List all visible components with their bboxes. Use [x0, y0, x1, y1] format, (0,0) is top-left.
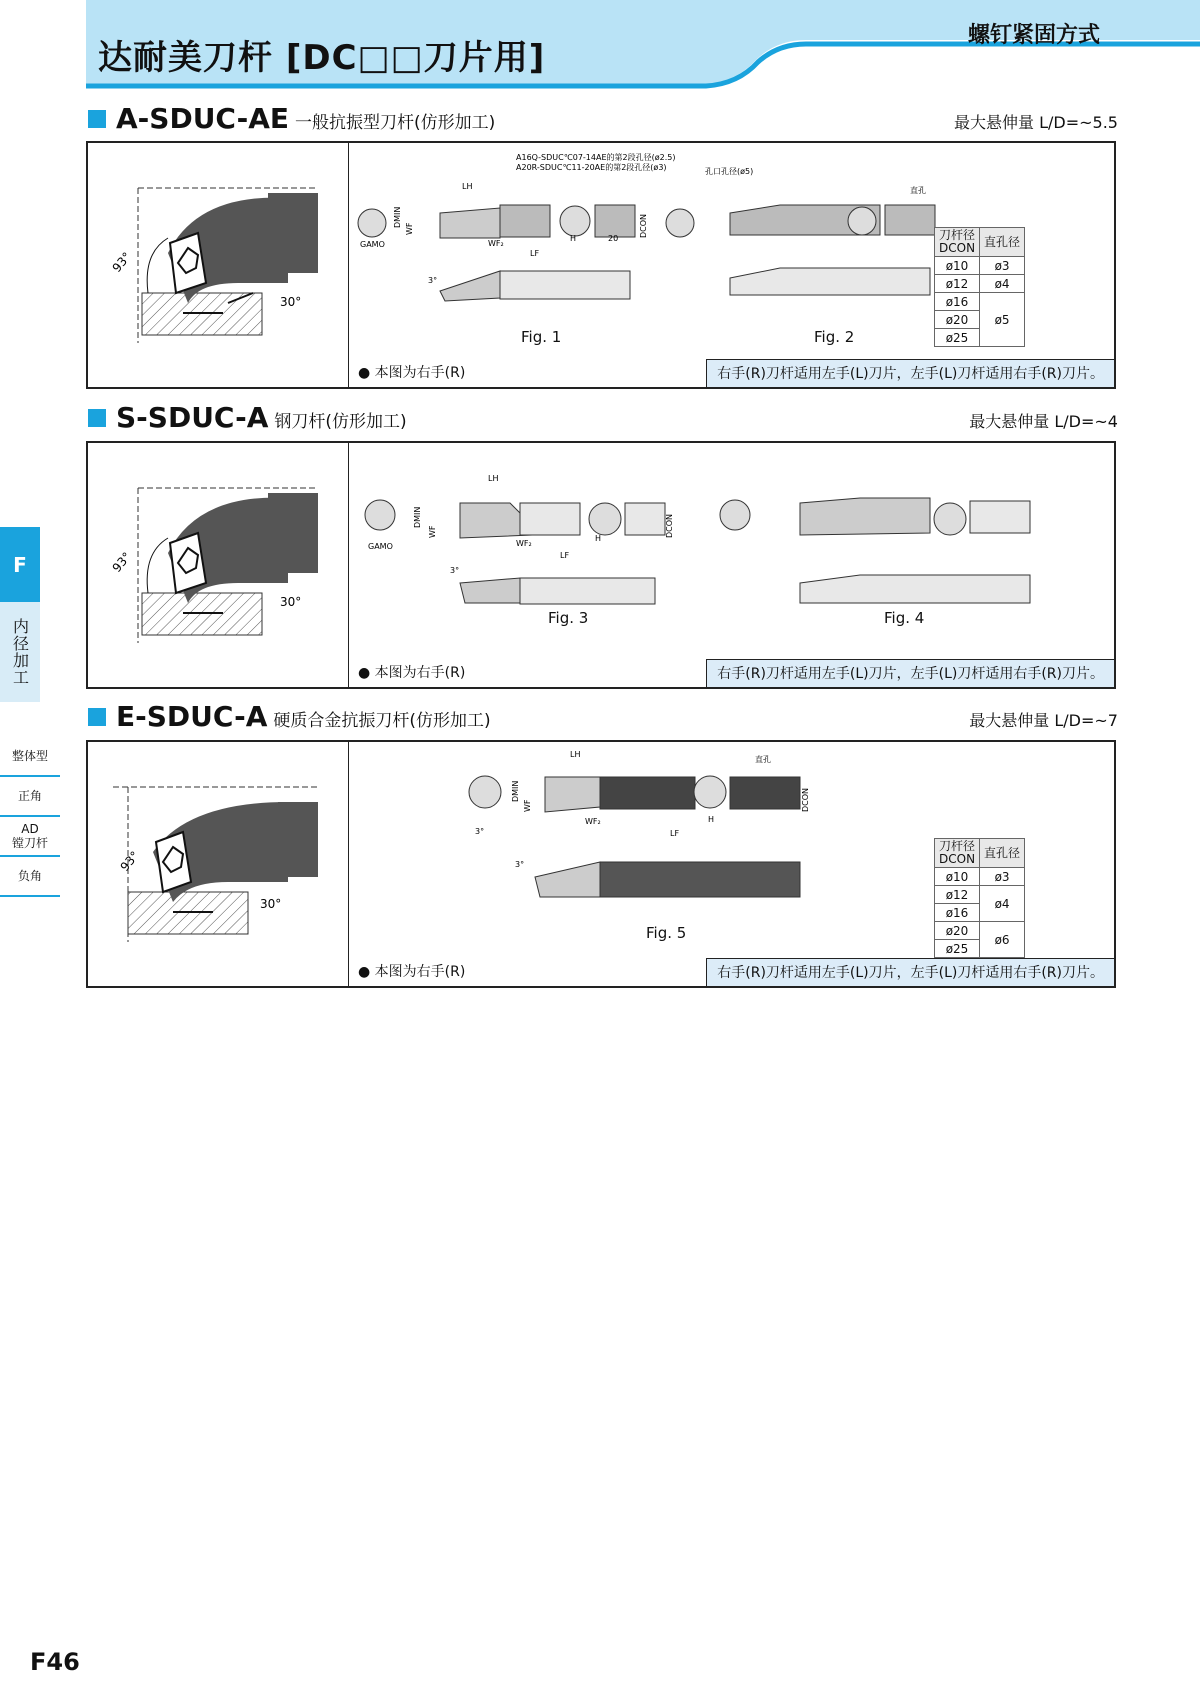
table-cell: ø16 [935, 293, 980, 311]
section-code: S-SDUC-A 钢刀杆(仿形加工) [116, 401, 407, 434]
section-box-e-sduc-a [86, 740, 1116, 988]
hole-diameter-table [934, 227, 1025, 347]
dmin-label: DMIN [413, 506, 422, 528]
table-cell: ø10 [935, 257, 980, 275]
dim-20-label: 20 [608, 234, 619, 243]
dmin-label: DMIN [393, 206, 402, 228]
angle-93-label: 93° [109, 549, 134, 575]
page-title: 达耐美刀杆 [DC□□刀片用] [98, 38, 546, 78]
angle-93-label: 93° [117, 848, 142, 874]
gamo-label: GAMO [360, 240, 385, 249]
table-cell: ø20 [935, 922, 980, 940]
table-cell: ø3 [980, 257, 1025, 275]
note-entry-hole: 孔口孔径(ø5) [705, 167, 754, 176]
hand-compat-banner: 右手(R)刀杆适用左手(L)刀片，左手(L)刀杆适用右手(R)刀片。 [706, 958, 1114, 986]
note-straight-hole: 直孔 [755, 755, 771, 764]
table-cell: ø12 [935, 886, 980, 904]
angle-93-label: 93° [109, 249, 134, 275]
section-header-s-sduc-a [86, 401, 1118, 437]
angle-30-label: 30° [280, 295, 302, 309]
dcon-label: DCON [665, 513, 674, 538]
boring-schematic [88, 443, 348, 687]
angle-3-label: 3° [515, 860, 525, 869]
fig-3-caption: Fig. 3 [548, 609, 589, 627]
hole-diameter-table [934, 838, 1025, 958]
max-overhang: 最大悬伸量 L/D=~5.5 [954, 113, 1118, 132]
table-cell: ø20 [935, 311, 980, 329]
table-cell: ø4 [980, 275, 1025, 293]
fig-4-caption: Fig. 4 [884, 609, 925, 627]
category-tab[interactable]: 内径加工 [0, 602, 40, 702]
table-cell: ø16 [935, 904, 980, 922]
section-subtitle: 一般抗振型刀杆(仿形加工) [295, 113, 496, 133]
dcon-label: DCON [801, 787, 810, 812]
divider [348, 443, 349, 687]
fig5-drawings [350, 742, 850, 917]
table-cell: ø3 [980, 868, 1025, 886]
table-cell: ø5 [980, 293, 1025, 347]
tab-item-positive[interactable]: 正角 [0, 777, 60, 817]
fig-5-caption: Fig. 5 [646, 924, 687, 942]
page-header [86, 0, 1200, 92]
section-code: A-SDUC-AE 一般抗振型刀杆(仿形加工) [116, 102, 496, 135]
lf-label: LF [530, 249, 540, 258]
gamo-label: 3° [475, 827, 485, 836]
wf2-label: WF₂ [585, 817, 601, 826]
lh-label: LH [570, 750, 581, 759]
table-header-hole: 直孔径 [980, 839, 1025, 868]
right-hand-note: ● 本图为右手(R) [358, 665, 466, 681]
divider [348, 143, 349, 387]
lh-label: LH [488, 474, 499, 483]
right-hand-note: ● 本图为右手(R) [358, 964, 466, 980]
angle-30-label: 30° [260, 897, 282, 911]
table-cell: ø25 [935, 329, 980, 347]
section-box-s-sduc-a [86, 441, 1116, 689]
max-overhang: 最大悬伸量 L/D=~4 [969, 412, 1118, 431]
lh-label: LH [462, 182, 473, 191]
angle-3-label: 3° [428, 276, 438, 285]
divider [348, 742, 349, 986]
section-code: E-SDUC-A 硬质合金抗振刀杆(仿形加工) [116, 700, 491, 733]
lf-label: LF [670, 829, 680, 838]
wf2-label: WF₂ [488, 239, 504, 248]
page-number: F46 [30, 1648, 80, 1676]
tab-item-ad-bar[interactable]: AD 镗刀杆 [0, 817, 60, 857]
fig-2-caption: Fig. 2 [814, 328, 855, 346]
section-header-e-sduc-a [86, 700, 1118, 736]
tab-item-negative[interactable]: 负角 [0, 857, 60, 897]
h-label: H [595, 534, 602, 543]
right-hand-note: ● 本图为右手(R) [358, 365, 466, 381]
table-cell: ø4 [980, 886, 1025, 922]
h-label: H [570, 234, 577, 243]
fig1-fig2-drawings [350, 143, 950, 353]
table-cell: ø6 [980, 922, 1025, 958]
bullet-square-icon [88, 409, 106, 427]
wf-label: WF [428, 525, 437, 538]
hand-compat-banner: 右手(R)刀杆适用左手(L)刀片，左手(L)刀杆适用右手(R)刀片。 [706, 659, 1114, 687]
angle-3-label: 3° [450, 566, 460, 575]
section-subtitle: 钢刀杆(仿形加工) [274, 412, 407, 432]
angle-30-label: 30° [280, 595, 302, 609]
note-2nd-hole-a20: A20R-SDUC℃11-20AE的第2段孔径(ø3) [516, 163, 667, 172]
fig3-fig4-drawings [350, 443, 1050, 623]
table-header-dcon: 刀杆径 DCON [935, 228, 980, 257]
gamo-label: GAMO [368, 542, 393, 551]
clamping-method-label: 螺钉紧固方式 [967, 23, 1100, 48]
dmin-label: DMIN [511, 780, 520, 802]
wf-label: WF [405, 222, 414, 235]
note-straight-hole: 直孔 [910, 186, 926, 195]
fig-1-caption: Fig. 1 [521, 328, 562, 346]
bullet-square-icon [88, 708, 106, 726]
boring-schematic [88, 742, 348, 986]
hand-compat-banner: 右手(R)刀杆适用左手(L)刀片，左手(L)刀杆适用右手(R)刀片。 [706, 359, 1114, 387]
section-box-a-sduc-ae [86, 141, 1116, 389]
section-tab-f[interactable]: F [0, 527, 40, 602]
table-cell: ø12 [935, 275, 980, 293]
section-subtitle: 硬质合金抗振刀杆(仿形加工) [273, 711, 491, 731]
max-overhang: 最大悬伸量 L/D=~7 [969, 711, 1118, 730]
table-header-hole: 直孔径 [980, 228, 1025, 257]
table-header-dcon: 刀杆径 DCON [935, 839, 980, 868]
boring-schematic [88, 143, 348, 387]
h-label: H [708, 815, 715, 824]
bullet-square-icon [88, 110, 106, 128]
wf2-label: WF₂ [516, 539, 532, 548]
dcon-label: DCON [639, 213, 648, 238]
lf-label: LF [560, 551, 570, 560]
tab-item-solid[interactable]: 整体型 [0, 737, 60, 777]
note-2nd-hole-a16: A16Q-SDUC℃07-14AE的第2段孔径(ø2.5) [516, 153, 676, 162]
table-cell: ø25 [935, 940, 980, 958]
table-cell: ø10 [935, 868, 980, 886]
section-header-a-sduc-ae [86, 102, 1118, 138]
wf-label: WF [523, 799, 532, 812]
